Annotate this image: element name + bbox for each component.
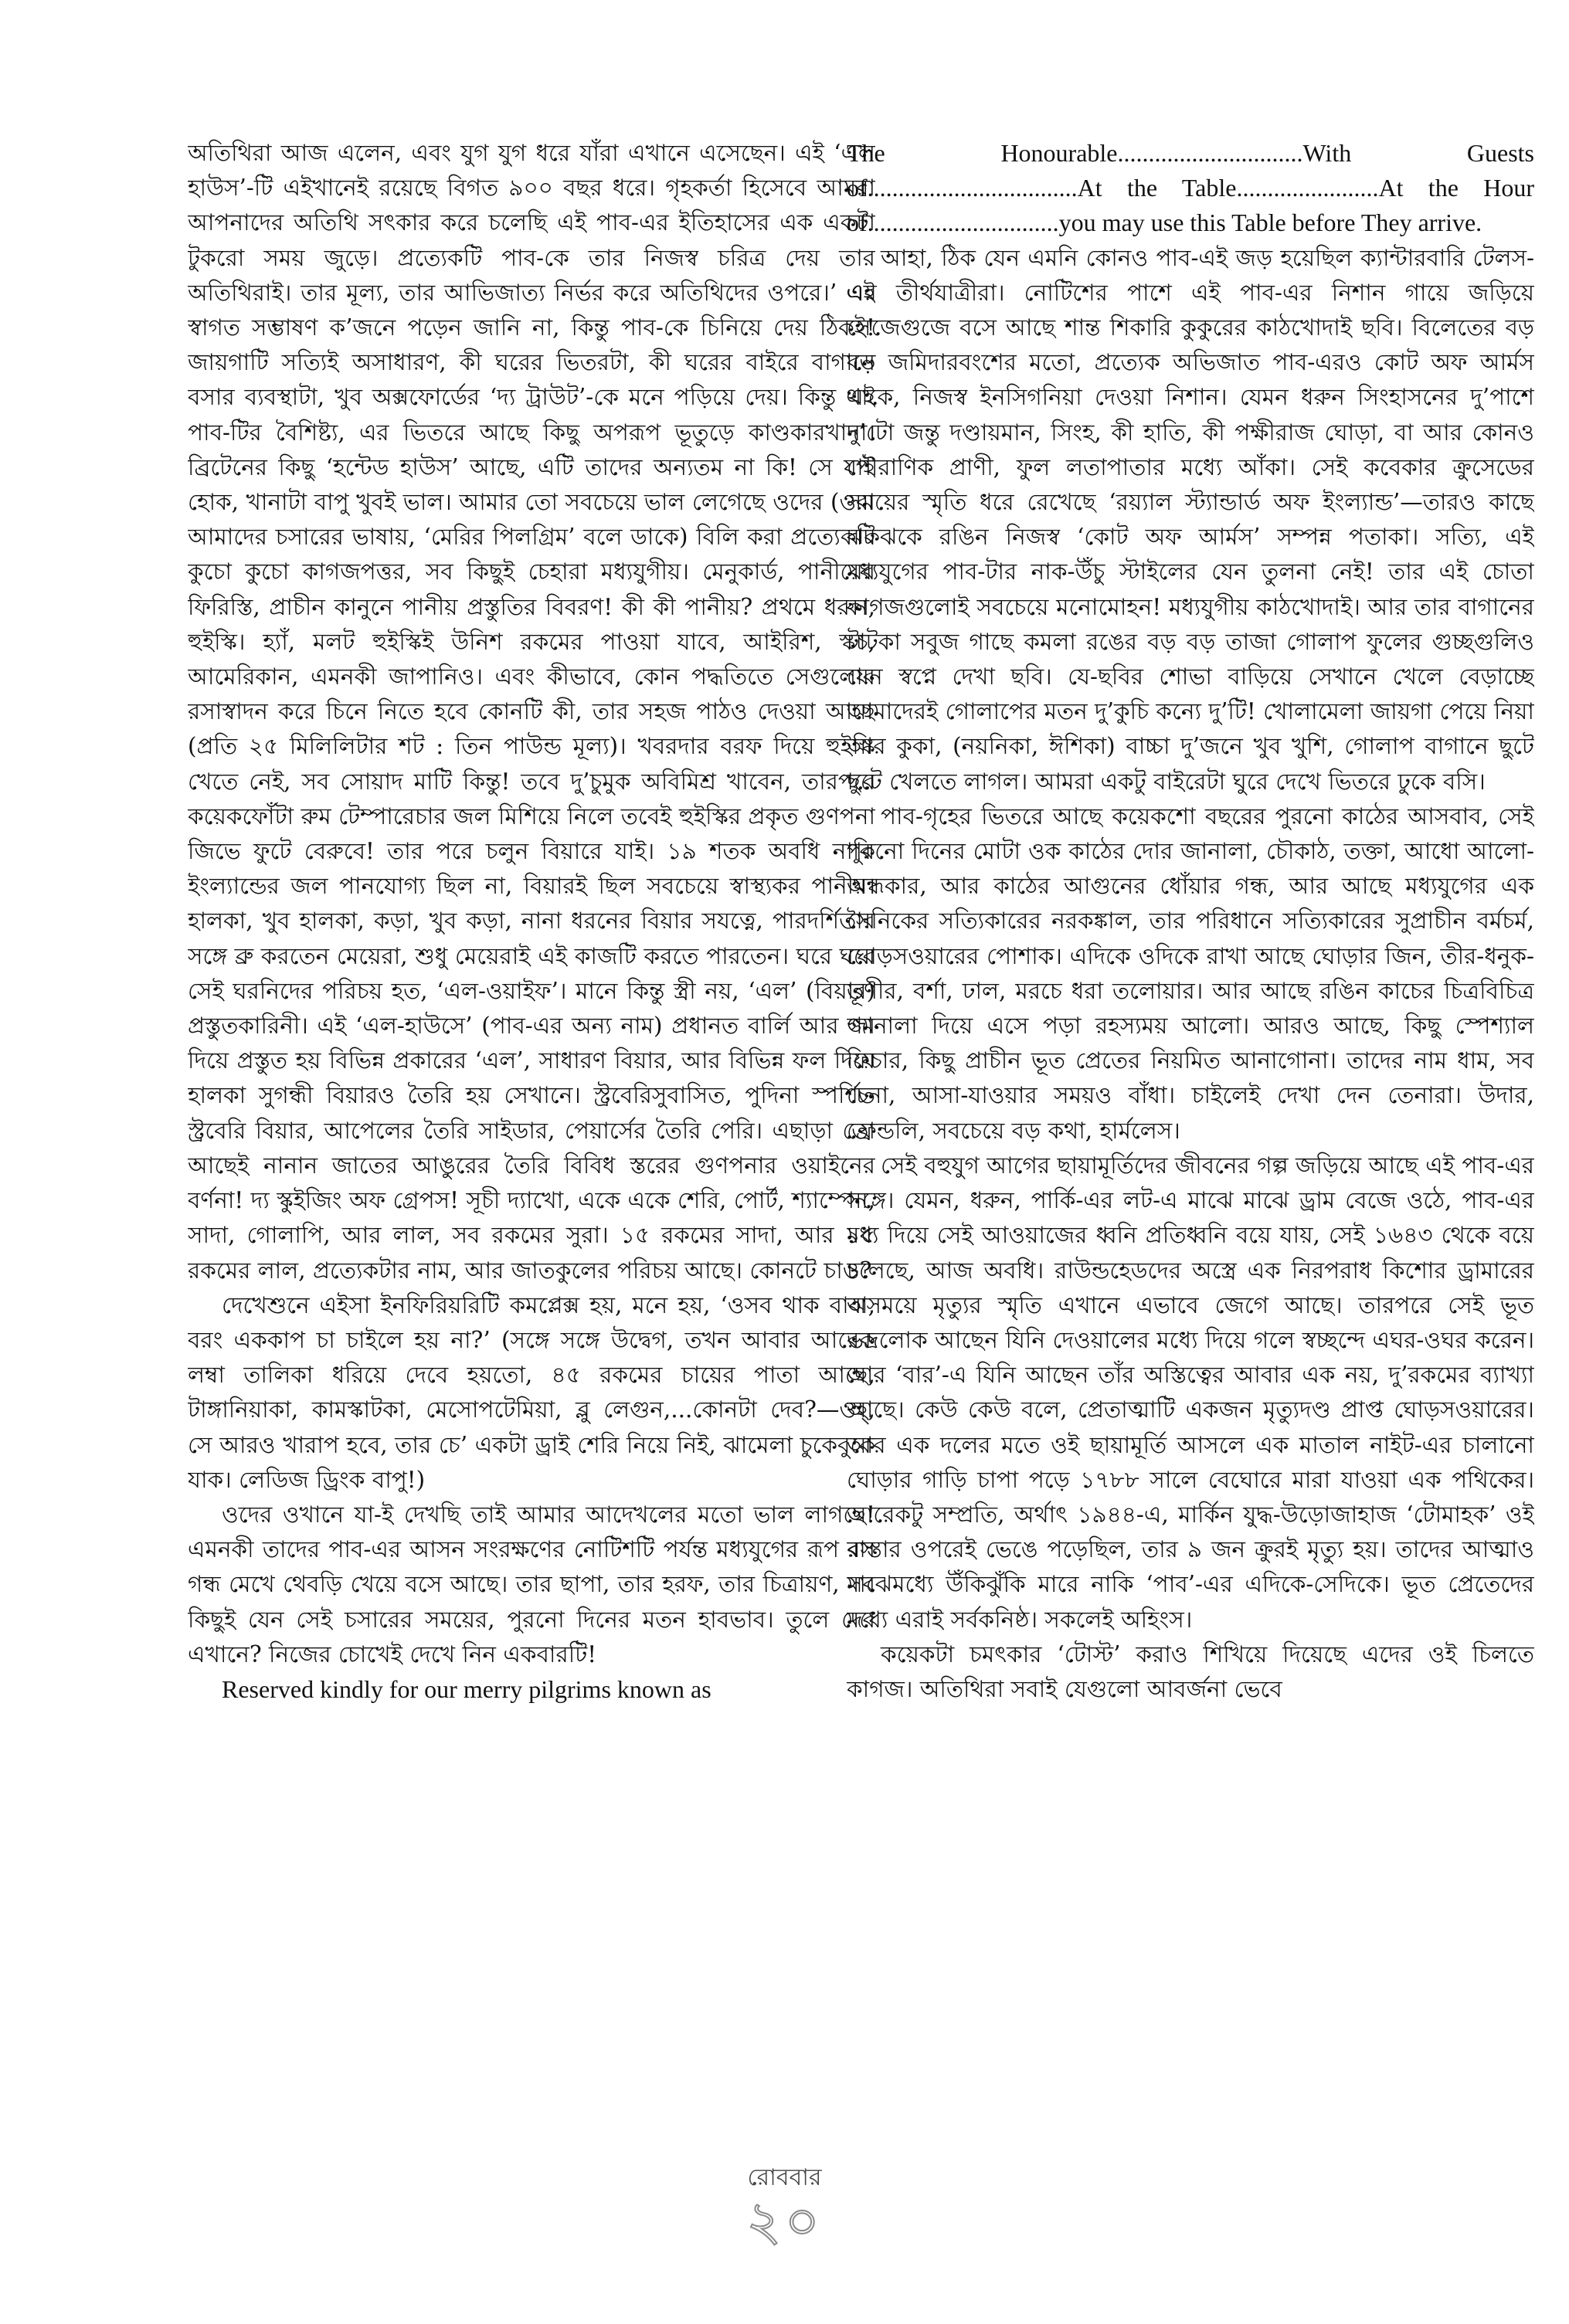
left-paragraph-1: অতিথিরা আজ এলেন, এবং যুগ যুগ ধরে যাঁরা এখানে এসেছেন। এই ‘এল হাউস’-টি এইখানেই রয়েছে বিগত ৯০০ বছর ধরে। গৃহকর্তা হিসেবে আমরা আপনাদের অতিথি সৎকার করে চলেছি এই পাব-এর ইতিহাসের এক একটা টুকরো সময় জুড়ে। প্রত্যেকটি পাব-কে তার নিজস্ব চরিত্র দেয় তার অতিথিরাই। তার মূল্য, তার আভিজাত্য নির্ভর করে অতিথিদের ওপরে।’ এই স্বাগত সম্ভাষণ ক’জনে পড়েন জানি না, কিন্তু পাব-কে চিনিয়ে দেয় ঠিকই! জায়গাটি সত্যিই অসাধারণ, কী ঘরের ভিতরটা, কী ঘরের বাইরে বাগানে বসার ব্যবস্থাটা, খুব অক্সফোর্ডের ‘দ্য ট্রাউট’-কে মনে পড়িয়ে দেয়। কিন্তু এই পাব-টির বৈশিষ্ট্য, এর ভিতরে আছে কিছু অপরূপ ভূতুড়ে কাণ্ডকারখানা। ব্রিটেনের কিছু ‘হন্টেড হাউস’ আছে, এটি তাদের অন্যতম না কি! সে যাই হোক, খানাটা বাপু খুবই ভাল। আমার তো সবচেয়ে ভাল লেগেছে ওদের (ওরা আমাদের চসারের ভাষায়, ‘মেরির পিলগ্রিম’ বলে ডাকে) বিলি করা প্রত্যেকটি কুচো কুচো কাগজপত্তর, সব কিছুই চেহারা মধ্যযুগীয়। মেনুকার্ড, পানীয়ের ফিরিস্তি, প্রাচীন কানুনে পানীয় প্রস্তুতির বিবরণ! কী কী পানীয়? প্রথমে ধরুন, হুইস্কি। হ্যাঁ, মলট হুইস্কিই উনিশ রকমের পাওয়া যাবে, আইরিশ, স্কচ, আমেরিকান, এমনকী জাপানিও। এবং কীভাবে, কোন পদ্ধতিতে সেগুলোর রসাস্বাদন করে চিনে নিতে হবে কোনটি কী, তার সহজ পাঠও দেওয়া আছে (প্রতি ২৫ মিলিলিটার শট : তিন পাউন্ড মূল্য)। খবরদার বরফ দিয়ে হুইস্কি খেতে নেই, সব সোয়াদ মাটি কিন্তু! তবে দু’চুমুক অবিমিশ্র খাবেন, তারপরে কয়েকফোঁটা রুম টেম্পারেচার জল মিশিয়ে নিলে তবেই হুইস্কির প্রকৃত গুণপনা জিভে ফুটে বেরুবে! তার পরে চলুন বিয়ারে যাই। ১৯ শতক অবধি নাকি ইংল্যান্ডের জল পানযোগ্য ছিল না, বিয়ারই ছিল সবচেয়ে স্বাস্থ্যকর পানীয়। হালকা, খুব হালকা, কড়া, খুব কড়া, নানা ধরনের বিয়ার সযত্নে, পারদর্শিতার সঙ্গে ব্রু করতেন মেয়েরা, শুধু মেয়েরাই এই কাজটি করতে পারতেন। ঘরে ঘরে সেই ঘরনিদের পরিচয় হত, ‘এল-ওয়াইফ’। মানে কিন্তু স্ত্রী নয়, ‘এল’ (বিয়ার) প্রস্তুতকারিনী। এই ‘এল-হাউসে’ (পাব-এর অন্য নাম) প্রধানত বার্লি আর গম দিয়ে প্রস্তুত হয় বিভিন্ন প্রকারের ‘এল’, সাধারণ বিয়ার, আর বিভিন্ন ফল দিয়ে হালকা সুগন্ধী বিয়ারও তৈরি হয় সেখানে। স্ট্রবেরিসুবাসিত, পুদিনা স্পর্শিত স্ট্রবেরি বিয়ার, আপেলের তৈরি সাইডার, পেয়ার্সের তৈরি পেরি। এছাড়া তো আছেই নানান জাতের আঙুরের তৈরি বিবিধ স্তরের গুণপনার ওয়াইনের বর্ণনা! দ্য স্কুইজিং অফ গ্রেপস! সূচী দ্যাখো, একে একে শেরি, পোর্ট, শ্যাম্পেন, সাদা, গোলাপি, আর লাল, সব রকমের সুরা। ১৫ রকমের সাদা, আর ১৫ রকমের লাল, প্রত্যেকটার নাম, আর জাতকুলের পরিচয় আছে। কোনটে চাও? (188, 140, 875, 1284)
page-footer (0, 2163, 1569, 2253)
left-paragraph-3: ওদের ওখানে যা-ই দেখছি তাই আমার আদেখলের মতো ভাল লাগছে! এমনকী তাদের পাব-এর আসন সংরক্ষণের নোটিশটি পর্যন্ত মধ্যযুগের রূপ রস গন্ধ মেখে থেবড়ি খেয়ে বসে আছে। তার ছাপা, তার হরফ, তার চিত্রায়ণ, সব কিছুই যেন সেই চসারের সময়ের, পুরনো দিনের মতন হাবভাব। তুলে দেব এখানে? নিজের চোখেই দেখে নিন একবারটি! (188, 1501, 875, 1668)
publication-name: রোববার (747, 2164, 822, 2191)
left-paragraph-2: দেখেশুনে এইসা ইনফিরিয়রিটি কমপ্লেক্স হয়, মনে হয়, ‘ওসব থাক বাবা, বরং এককাপ চা চাইলে হয় না?’ (সঙ্গে সঙ্গে উদ্বেগ, তখন আবার আরেক লম্বা তালিকা ধরিয়ে দেবে হয়তো, ৪৫ রকমের চায়ের পাতা আছে, টাঙ্গানিয়াকা, কামস্কাটকা, মেসোপটেমিয়া, ব্লু লেগুন,...কোনটা দেব?—ওহ্, সে আরও খারাপ হবে, তার চে’ একটা ড্রাই শেরি নিয়ে নিই, ঝামেলা চুকেবুকে যাক। লেডিজ ড্রিংক বাপু!) (188, 1291, 875, 1493)
right-column (847, 136, 1534, 2136)
right-paragraph-4: সেই বহুযুগ আগের ছায়ামূর্তিদের জীবনের গল্প জড়িয়ে আছে এই পাব-এর সঙ্গে। যেমন, ধরুন, পার্কি-এর লট-এ মাঝে মাঝে ড্রাম বেজে ওঠে, পাব-এর মধ্য দিয়ে সেই আওয়াজের ধ্বনি প্রতিধ্বনি বয়ে যায়, সেই ১৬৪৩ থেকে বয়ে চলেছে, আজ অবধি। রাউন্ডহেডদের অস্ত্রে এক নিরপরাধ কিশোর ড্রামারের অসময়ে মৃত্যুর স্মৃতি এখানে এভাবে জেগে আছে। তারপরে সেই ভূত ভদ্রলোক আছেন যিনি দেওয়ালের মধ্যে দিয়ে গলে স্বচ্ছন্দে এঘর-ওঘর করেন। আর ‘বার’-এ যিনি আছেন তাঁর অস্তিত্বের আবার এক নয়, দু’রকমের ব্যাখ্যা আছে। কেউ কেউ বলে, প্রেতাত্মাটি একজন মৃত্যুদণ্ড প্রাপ্ত ঘোড়সওয়ারের। আর এক দলের মতে ওই ছায়ামূর্তি আসলে এক মাতাল নাইট-এর চালানো ঘোড়ার গাড়ি চাপা পড়ে ১৭৮৮ সালে বেঘোরে মারা যাওয়া এক পথিকের। আরেকটু সম্প্রতি, অর্থাৎ ১৯৪৪-এ, মার্কিন যুদ্ধ-উড়োজাহাজ ‘টোমাহক’ ওই রাস্তার ওপরেই ভেঙে পড়েছিল, তার ৯ জন ক্রুরই মৃত্যু হয়। তাদের আত্মাও মাঝেমধ্যে উঁকিঝুঁকি মারে নাকি ‘পাব’-এর এদিকে-সেদিকে। ভূত প্রেতেদের মধ্যে এরাই সর্বকনিষ্ঠ। সকলেই অহিংস। (847, 1152, 1534, 1633)
page-number: ২০ (745, 2190, 824, 2253)
right-paragraph-5: কয়েকটা চমৎকার ‘টোস্ট’ করাও শিখিয়ে দিয়েছে এদের ওই চিলতে কাগজ। অতিথিরা সবাই যেগুলো আবর্জনা ভেবে (847, 1640, 1534, 1702)
left-paragraph-4-english: Reserved kindly for our merry pilgrims known as (222, 1674, 711, 1703)
right-paragraph-1-english: The Honourable..............................With Guests of..................................At the Table.......................At the Hour of...............................you may use this Table before They arrive. (847, 139, 1534, 237)
right-paragraph-3: পাব-গৃহের ভিতরে আছে কয়েকশো বছরের পুরনো কাঠের আসবাব, সেই পুরনো দিনের মোটা ওক কাঠের দোর জানালা, চৌকাঠ, তক্তা, আধো আলো-অন্ধকার, আর কাঠের আগুনের ধোঁয়ার গন্ধ, আর আছে মধ্যযুগের এক সৈনিকের সত্যিকারের নরকঙ্কাল, তার পরিধানে সত্যিকারের সুপ্রাচীন বর্মচর্ম, ঘোড়সওয়ারের পোশাক। এদিকে ওদিকে রাখা আছে ঘোড়ার জিন, তীর-ধনুক-তূণীর, বর্শা, ঢাল, মরচে ধরা তলোয়ার। আর আছে রঙিন কাচের চিত্রবিচিত্র জানালা দিয়ে এসে পড়া রহস্যময় আলো। আরও আছে, কিছু স্পেশ্যাল ফিচার, কিছু প্রাচীন ভূত প্রেতের নিয়মিত আনাগোনা। তাদের নাম ধাম, সব চেনা, আসা-যাওয়ার সময়ও বাঁধা। চাইলেই দেখা দেন তেনারা। উদার, ফ্রেন্ডলি, সবচেয়ে বড় কথা, হার্মলেস। (847, 802, 1534, 1144)
right-paragraph-2: আহা, ঠিক যেন এমনি কোনও পাব-এই জড় হয়েছিল ক্যান্টারবারি টেলস-এর তীর্থযাত্রীরা। নোটিশের পাশে এই পাব-এর নিশান গায়ে জড়িয়ে সেজেগুজে বসে আছে শান্ত শিকারি কুকুরের কাঠখোদাই ছবি। বিলেতের বড় বড় জমিদারবংশের মতো, প্রত্যেক অভিজাত পাব-এরও কোট অফ আর্মস থাকে, নিজস্ব ইনসিগনিয়া দেওয়া নিশান। যেমন ধরুন সিংহাসনের দু’পাশে দু’টো জন্তু দণ্ডায়মান, সিংহ, কী হাতি, কী পক্ষীরাজ ঘোড়া, বা আর কোনও পৌরাণিক প্রাণী, ফুল লতাপাতার মধ্যে আঁকা। সেই কবেকার ক্রুসেডের সময়ের স্মৃতি ধরে রেখেছে ‘রয়্যাল স্ট্যান্ডার্ড অফ ইংল্যান্ড’—তারও কাছে ঝকঝকে রঙিন নিজস্ব ‘কোট অফ আর্মস’ সম্পন্ন পতাকা। সত্যি, এই মধ্যযুগের পাব-টার নাক-উঁচু স্টাইলের যেন তুলনা নেই! তার এই চোতা কাগজগুলোই সবচেয়ে মনোমোহন! মধ্যযুগীয় কাঠখোদাই। আর তার বাগানের টাটকা সবুজ গাছে কমলা রঙের বড় বড় তাজা গোলাপ ফুলের গুচ্ছগুলিও যেন স্বপ্নে দেখা ছবি। যে-ছবির শোভা বাড়িয়ে সেখানে খেলে বেড়াচ্ছে আমাদেরই গোলাপের মতন দু’কুচি কন্যে দু’টি! খোলামেলা জায়গা পেয়ে নিয়া আর কুকা, (নয়নিকা, ঈশিকা) বাচ্চা দু’জনে খুব খুশি, গোলাপ বাগানে ছুটে ছুটে খেলতে লাগল। আমরা একটু বাইরেটা ঘুরে দেখে ভিতরে ঢুকে বসি। (847, 244, 1534, 795)
left-column (188, 136, 875, 2136)
